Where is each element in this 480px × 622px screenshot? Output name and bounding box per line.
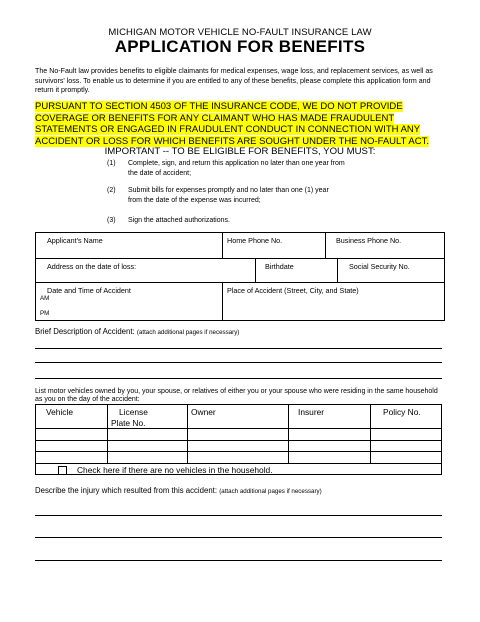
brief-line-1[interactable] (35, 348, 442, 349)
form-subtitle: MICHIGAN MOTOR VEHICLE NO-FAULT INSURANCE LAW (108, 27, 372, 38)
col-policy-no: Policy No. (383, 407, 421, 417)
important-item-1-line2: the date of accident; (128, 170, 192, 177)
am-label[interactable]: AM (40, 295, 50, 302)
important-item-3-num: (3) (107, 217, 116, 224)
vehicles-intro: List motor vehicles owned by you, your spouse, or relatives of either you or your spouse who were residing in the same household as you on the day of the accident: (35, 388, 438, 403)
address-field[interactable]: Address on the date of loss: (47, 262, 137, 271)
fraud-warning (35, 101, 445, 148)
no-vehicles-label: Check here if there are no vehicles in the household. (77, 465, 273, 475)
brief-description-note: (attach additional pages if necessary) (136, 329, 240, 336)
injury-line-1[interactable] (35, 515, 442, 516)
injury-label-text: Describe the injury which resulted from this accident: (35, 486, 218, 495)
fraud-warning-text: PURSUANT TO SECTION 4503 OF THE INSURANCE CODE, WE DO NOT PROVIDE COVERAGE OR BENEFITS FOR ANY CLAIMANT WHO HAS MADE FRAUDULENT STATEMENTS OR ENGAGED IN FRAUDULENT CONDUCT IN CONNECTION WITH ANY ACCIDENT OR LOSS FOR WHICH BENEFITS ARE SOUGHT UNDER THE NO-FAULT ACT. (35, 101, 429, 148)
no-vehicles-checkbox[interactable] (58, 466, 67, 475)
injury-line-2[interactable] (35, 537, 442, 538)
injury-line-3[interactable] (35, 560, 442, 561)
ssn-field[interactable]: Social Security No. (349, 262, 410, 271)
brief-description-label (35, 327, 239, 336)
important-item-1-num: (1) (107, 160, 116, 167)
applicant-name-field[interactable]: Applicant's Name (47, 236, 103, 245)
brief-line-2[interactable] (35, 362, 442, 363)
injury-label-note: (attach additional pages if necessary) (219, 488, 322, 495)
important-title: IMPORTANT -- TO BE ELIGIBLE FOR BENEFITS, YOU MUST: (104, 146, 376, 157)
pm-label[interactable]: PM (40, 310, 50, 317)
brief-description-text: Brief Description of Accident: (35, 327, 135, 336)
important-item-2-num: (2) (107, 187, 116, 194)
birthdate-field[interactable]: Birthdate (265, 262, 294, 271)
col-license: License (119, 407, 148, 417)
intro-paragraph: The No-Fault law provides benefits to eligible claimants for medical expenses, wage loss, and replacement services, as well as survivors' loss. To enable us to determine if you are entitled to any of these benefits, please complete this application form and return it promptly. (35, 67, 433, 95)
col-owner: Owner (191, 407, 216, 417)
form-title: APPLICATION FOR BENEFITS (114, 37, 366, 56)
home-phone-field[interactable]: Home Phone No. (227, 236, 283, 245)
place-field[interactable]: Place of Accident (Street, City, and State) (227, 286, 359, 295)
business-phone-field[interactable]: Business Phone No. (336, 236, 402, 245)
important-item-2-line1: Submit bills for expenses promptly and no later than one (1) year (128, 187, 329, 194)
no-vehicles-row[interactable] (58, 465, 273, 475)
col-plate-no: Plate No. (111, 418, 146, 428)
col-insurer: Insurer (298, 407, 325, 417)
important-item-2-line2: from the date of the expense was incurred; (128, 197, 261, 204)
important-item-3-line1: Sign the attached authorizations. (128, 217, 230, 224)
injury-label (35, 486, 322, 495)
date-time-field[interactable]: Date and Time of Accident (47, 286, 131, 295)
brief-line-3[interactable] (35, 378, 442, 379)
col-vehicle: Vehicle (46, 407, 74, 417)
important-item-1-line1: Complete, sign, and return this application no later than one year from (128, 160, 345, 167)
